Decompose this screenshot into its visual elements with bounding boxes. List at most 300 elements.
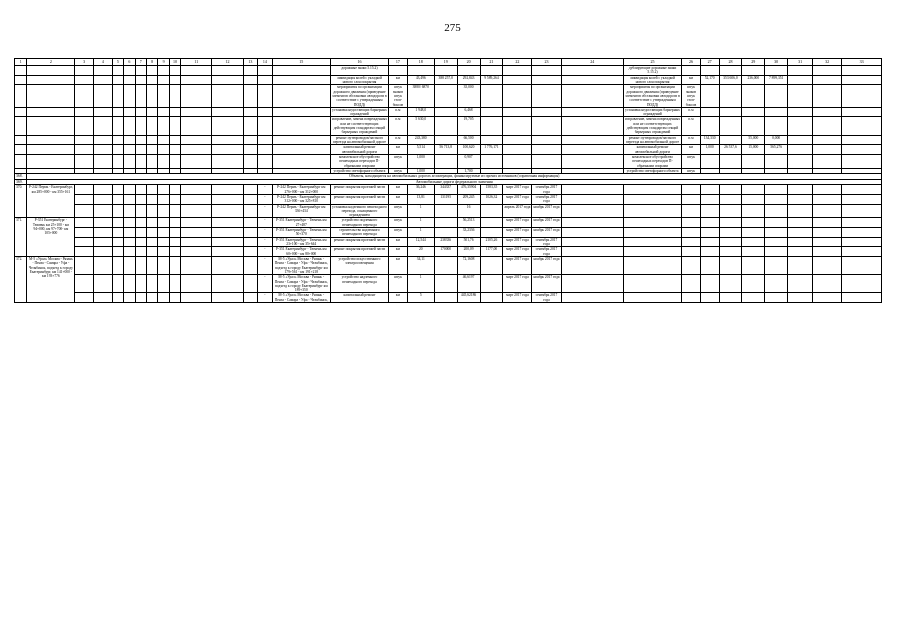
table-cell bbox=[75, 218, 94, 228]
table-cell bbox=[135, 75, 146, 85]
table-cell bbox=[742, 117, 765, 135]
table-cell: км bbox=[682, 75, 701, 85]
table-cell bbox=[682, 204, 701, 218]
table-cell bbox=[532, 135, 561, 145]
table-cell bbox=[480, 204, 503, 218]
table-cell bbox=[146, 85, 157, 108]
table-cell bbox=[158, 204, 169, 218]
table-cell bbox=[813, 218, 842, 228]
table-cell bbox=[124, 145, 135, 155]
table-cell: 1 bbox=[407, 218, 434, 228]
column-number: 17 bbox=[389, 59, 408, 66]
table-row bbox=[15, 85, 882, 108]
table-cell: март 2017 года bbox=[503, 185, 532, 195]
table-cell bbox=[75, 293, 94, 303]
table-cell bbox=[272, 135, 330, 145]
road-name: Р-351 Екатеринбург - Тюмень км 25+100 - км 94+000, км 97+700- км 105+000 bbox=[27, 218, 75, 257]
table-cell bbox=[181, 228, 212, 238]
table-cell bbox=[765, 218, 788, 228]
table-cell: апрель 2017 года bbox=[503, 204, 532, 218]
table-cell: мероприятия по организации дорожного движения (приведение элементов обстановки автодороги в соответствие с утвержденным ПОДД) bbox=[332, 85, 387, 107]
table-cell bbox=[682, 293, 701, 303]
table-cell bbox=[480, 256, 503, 274]
table-cell bbox=[124, 293, 135, 303]
table-cell bbox=[135, 204, 146, 218]
table-cell bbox=[75, 135, 94, 145]
table-cell: март 2017 года bbox=[503, 237, 532, 247]
table-cell bbox=[146, 204, 157, 218]
table-cell bbox=[788, 237, 813, 247]
table-cell bbox=[623, 237, 681, 247]
table-cell: комплексное обустройство пешеходных переходов П-образными опорами bbox=[623, 154, 681, 168]
table-cell bbox=[112, 154, 123, 168]
table-cell bbox=[27, 85, 75, 108]
table-cell bbox=[124, 256, 135, 274]
table-cell: Р-242 Пермь - Екатеринбург км 276+000 - км 312+000 bbox=[272, 185, 330, 195]
table-cell bbox=[788, 85, 813, 108]
table-cell bbox=[742, 194, 765, 204]
table-cell bbox=[813, 204, 842, 218]
table-cell bbox=[181, 85, 212, 108]
table-cell bbox=[124, 135, 135, 145]
table-cell: 238336 bbox=[434, 237, 457, 247]
table-cell: штук знаков штук стоп-боксов bbox=[682, 85, 701, 108]
column-number: 16 bbox=[330, 59, 388, 66]
table-cell: км bbox=[389, 145, 408, 155]
table-cell bbox=[146, 218, 157, 228]
table-cell bbox=[788, 256, 813, 274]
row-number: 371. bbox=[15, 218, 27, 257]
table-cell bbox=[212, 228, 243, 238]
table-cell bbox=[480, 107, 503, 117]
table-cell bbox=[842, 228, 882, 238]
table-cell bbox=[407, 66, 434, 76]
table-cell bbox=[75, 185, 94, 195]
table-cell bbox=[158, 293, 169, 303]
table-cell bbox=[243, 247, 258, 257]
table-cell bbox=[788, 185, 813, 195]
table-cell bbox=[158, 218, 169, 228]
table-cell bbox=[75, 107, 94, 117]
table-cell bbox=[135, 293, 146, 303]
table-cell bbox=[503, 75, 532, 85]
table-cell bbox=[788, 107, 813, 117]
table-cell bbox=[788, 194, 813, 204]
table-cell bbox=[146, 237, 157, 247]
table-cell bbox=[135, 145, 146, 155]
table-cell bbox=[842, 85, 882, 108]
table-cell bbox=[243, 204, 258, 218]
table-cell bbox=[243, 218, 258, 228]
table-cell bbox=[842, 194, 882, 204]
table-cell: штук bbox=[389, 168, 408, 173]
table-cell bbox=[765, 293, 788, 303]
table-cell bbox=[788, 75, 813, 85]
page-bottom-margin bbox=[0, 620, 905, 640]
table-cell bbox=[212, 293, 243, 303]
table-cell bbox=[112, 145, 123, 155]
table-cell bbox=[742, 204, 765, 218]
table-cell bbox=[842, 218, 882, 228]
table-cell bbox=[93, 293, 112, 303]
column-number: 29 bbox=[742, 59, 765, 66]
column-number: 13 bbox=[243, 59, 258, 66]
table-cell: 100,620 bbox=[457, 145, 480, 155]
table-cell: 1177,00 bbox=[480, 247, 503, 257]
table-cell: п.м bbox=[389, 107, 408, 117]
table-cell bbox=[146, 75, 157, 85]
column-number: 1 bbox=[15, 59, 27, 66]
table-cell: строительство надземного пешеходного перехода bbox=[330, 228, 388, 238]
table-cell bbox=[93, 256, 112, 274]
table-cell: км bbox=[389, 256, 408, 274]
table-row bbox=[15, 194, 882, 204]
table-cell bbox=[480, 154, 503, 168]
table-cell: М-5 «Урал» Москва - Рязань - Пенза - Самара - Уфа - Челябинск, bbox=[272, 293, 330, 303]
table-cell bbox=[146, 256, 157, 274]
table-cell bbox=[561, 275, 623, 293]
table-cell bbox=[243, 145, 258, 155]
table-cell: 1026,32 bbox=[480, 194, 503, 204]
table-cell bbox=[561, 185, 623, 195]
table-cell bbox=[181, 204, 212, 218]
table-cell bbox=[212, 247, 243, 257]
table-cell bbox=[719, 256, 742, 274]
table-cell bbox=[124, 85, 135, 108]
table-cell bbox=[15, 66, 27, 76]
table-cell bbox=[719, 247, 742, 257]
table-cell: 388 257,0 bbox=[434, 75, 457, 85]
table-cell: штук bbox=[389, 228, 408, 238]
table-cell: ремонт покрытия проезжей части bbox=[330, 237, 388, 247]
table-cell bbox=[112, 228, 123, 238]
table-cell: 33,2336 bbox=[457, 228, 480, 238]
table-cell: - bbox=[258, 228, 273, 238]
table-cell bbox=[158, 107, 169, 117]
table-cell: 501,76 bbox=[457, 237, 480, 247]
table-cell bbox=[93, 75, 112, 85]
column-number: 30 bbox=[765, 59, 788, 66]
table-cell bbox=[623, 228, 681, 238]
table-cell: установка надземного пешеходного перехода, оснащенного ограждением bbox=[332, 204, 387, 218]
column-number-row bbox=[15, 59, 882, 66]
table-cell bbox=[813, 185, 842, 195]
table-cell: устройство светофорного объекта bbox=[623, 168, 681, 173]
table-cell: - bbox=[258, 204, 273, 218]
table-cell bbox=[813, 107, 842, 117]
table-cell bbox=[389, 66, 408, 76]
table-cell bbox=[15, 154, 27, 168]
table-cell bbox=[112, 275, 123, 293]
table-cell bbox=[75, 117, 94, 135]
table-cell bbox=[169, 85, 180, 108]
table-cell bbox=[112, 107, 123, 117]
table-cell: 565,276 bbox=[765, 145, 788, 155]
table-cell bbox=[842, 247, 882, 257]
table-cell bbox=[700, 275, 719, 293]
column-number: 25 bbox=[623, 59, 681, 66]
table-cell: сентябрь 2017 года bbox=[532, 185, 561, 195]
table-cell bbox=[146, 117, 157, 135]
table-cell bbox=[742, 237, 765, 247]
table-cell bbox=[788, 66, 813, 76]
table-cell: п.м bbox=[682, 135, 701, 145]
table-cell bbox=[75, 154, 94, 168]
table-cell bbox=[561, 204, 623, 218]
table-cell bbox=[503, 117, 532, 135]
row-number: 369. bbox=[15, 179, 27, 185]
table-cell bbox=[112, 117, 123, 135]
table-cell bbox=[788, 154, 813, 168]
table-cell bbox=[434, 117, 457, 135]
table-cell bbox=[765, 247, 788, 257]
table-cell: 1,000 bbox=[700, 145, 719, 155]
table-cell bbox=[742, 185, 765, 195]
table-cell: п.м bbox=[389, 117, 408, 135]
column-number: 23 bbox=[532, 59, 561, 66]
table-cell: установка недостающих барьерных ограждений bbox=[625, 107, 680, 117]
table-cell: Р-351 Екатеринбург - Тюмень км 27+487 bbox=[272, 218, 330, 228]
table-cell bbox=[842, 256, 882, 274]
table-cell bbox=[842, 117, 882, 135]
table-cell bbox=[243, 293, 258, 303]
table-cell: март 2017 года bbox=[503, 275, 532, 293]
table-cell bbox=[503, 107, 532, 117]
table-cell bbox=[146, 66, 157, 76]
table-cell bbox=[243, 256, 258, 274]
table-cell bbox=[243, 135, 258, 145]
table-cell bbox=[842, 66, 882, 76]
table-cell bbox=[842, 204, 882, 218]
table-row bbox=[15, 218, 882, 228]
table-cell: - bbox=[258, 275, 273, 293]
table-cell: 200,09 bbox=[457, 247, 480, 257]
table-cell bbox=[169, 66, 180, 76]
table-cell: 56 713,8 bbox=[434, 145, 457, 155]
table-cell: штук знаков штук стоп-боксов bbox=[389, 85, 408, 108]
table-row bbox=[15, 228, 882, 238]
table-cell: устройство светофорного объекта bbox=[330, 168, 388, 173]
table-cell bbox=[842, 135, 882, 145]
table-cell bbox=[532, 75, 561, 85]
table-cell bbox=[258, 107, 273, 117]
table-cell bbox=[765, 204, 788, 218]
table-cell: ремонт покрытия проезжей части bbox=[330, 194, 388, 204]
table-cell: мероприятия по организации дорожного движения (приведение элементов обстановки автодороги в соответствие с утвержденным ПОДД) bbox=[625, 85, 680, 107]
table-cell bbox=[158, 275, 169, 293]
column-number: 15 bbox=[272, 59, 330, 66]
table-cell: 476,35904 bbox=[457, 185, 480, 195]
table-row bbox=[15, 75, 882, 85]
table-cell: 9 589,264 bbox=[480, 75, 503, 85]
table-cell bbox=[75, 194, 94, 204]
table-cell bbox=[135, 218, 146, 228]
table-cell: - bbox=[258, 194, 273, 204]
table-cell bbox=[158, 154, 169, 168]
table-cell bbox=[27, 145, 75, 155]
table-cell bbox=[272, 66, 330, 76]
table-cell bbox=[813, 194, 842, 204]
table-cell bbox=[181, 275, 212, 293]
table-cell bbox=[682, 275, 701, 293]
table-cell bbox=[146, 194, 157, 204]
table-cell bbox=[561, 85, 623, 108]
table-cell bbox=[842, 185, 882, 195]
table-cell bbox=[480, 135, 503, 145]
table-cell: 43,496 bbox=[407, 75, 434, 85]
table-cell bbox=[158, 85, 169, 108]
table-cell bbox=[15, 117, 27, 135]
table-cell bbox=[27, 107, 75, 117]
table-cell bbox=[719, 237, 742, 247]
table-cell bbox=[623, 204, 681, 218]
table-cell bbox=[169, 237, 180, 247]
table-cell bbox=[813, 293, 842, 303]
table-cell bbox=[719, 194, 742, 204]
column-number: 12 bbox=[212, 59, 243, 66]
table-cell bbox=[813, 256, 842, 274]
table-cell bbox=[719, 107, 742, 117]
table-cell bbox=[561, 237, 623, 247]
table-cell: ноябрь 2017 года bbox=[532, 256, 561, 274]
table-cell bbox=[135, 237, 146, 247]
table-cell bbox=[700, 154, 719, 168]
table-cell: - bbox=[258, 247, 273, 257]
table-cell bbox=[135, 185, 146, 195]
table-cell bbox=[623, 256, 681, 274]
table-cell bbox=[742, 275, 765, 293]
table-cell: исправление, замена поврежденных или не соответствующих действующим стандартам секций барьерных ограждений bbox=[624, 117, 681, 135]
table-cell bbox=[742, 293, 765, 303]
table-cell bbox=[124, 237, 135, 247]
table-cell bbox=[532, 117, 561, 135]
table-cell bbox=[272, 117, 330, 135]
table-cell bbox=[124, 204, 135, 218]
column-number: 14 bbox=[258, 59, 273, 66]
table-cell bbox=[434, 85, 457, 108]
table-cell bbox=[258, 75, 273, 85]
table-cell: 72,1608 bbox=[457, 256, 480, 274]
table-cell: 1 776,171 bbox=[480, 145, 503, 155]
table-cell: 236,000 bbox=[742, 75, 765, 85]
table-cell bbox=[561, 107, 623, 117]
table-cell bbox=[146, 185, 157, 195]
table-cell bbox=[135, 228, 146, 238]
table-cell bbox=[124, 275, 135, 293]
table-cell bbox=[813, 117, 842, 135]
column-number: 2 bbox=[27, 59, 75, 66]
table-cell bbox=[788, 247, 813, 257]
table-cell bbox=[765, 256, 788, 274]
table-row bbox=[15, 247, 882, 257]
column-number: 6 bbox=[124, 59, 135, 66]
table-cell bbox=[212, 275, 243, 293]
table-row bbox=[15, 256, 882, 274]
table-cell bbox=[243, 107, 258, 117]
table-cell: 55,000 bbox=[742, 135, 765, 145]
table-cell bbox=[75, 85, 94, 108]
table-cell bbox=[813, 75, 842, 85]
table-cell: км bbox=[389, 185, 408, 195]
table-cell bbox=[93, 228, 112, 238]
table-cell bbox=[212, 237, 243, 247]
table-cell bbox=[623, 247, 681, 257]
table-cell bbox=[124, 218, 135, 228]
table-cell bbox=[700, 117, 719, 135]
table-cell bbox=[243, 275, 258, 293]
table-cell bbox=[15, 85, 27, 108]
table-cell bbox=[813, 135, 842, 145]
table-cell bbox=[112, 135, 123, 145]
table-cell bbox=[765, 107, 788, 117]
section-title: Автомобильные дороги федерального значения bbox=[27, 179, 882, 185]
table-cell bbox=[788, 135, 813, 145]
table-cell bbox=[719, 66, 742, 76]
table-cell bbox=[765, 85, 788, 108]
table-cell: устройство надземного пешеходного перехода bbox=[330, 275, 388, 293]
table-cell bbox=[135, 256, 146, 274]
table-cell bbox=[75, 145, 94, 155]
table-cell bbox=[158, 75, 169, 85]
column-number: 32 bbox=[813, 59, 842, 66]
table-cell bbox=[742, 218, 765, 228]
table-cell bbox=[623, 275, 681, 293]
table-row bbox=[15, 237, 882, 247]
table-cell bbox=[719, 275, 742, 293]
table-cell bbox=[124, 75, 135, 85]
table-cell bbox=[532, 85, 561, 108]
table-cell bbox=[93, 145, 112, 155]
table-cell bbox=[272, 75, 330, 85]
table-cell bbox=[181, 145, 212, 155]
table-cell bbox=[93, 154, 112, 168]
table-cell: Р-351 Екатеринбург - Тюмень км 60+000 - км 80+000 bbox=[272, 247, 330, 257]
table-cell bbox=[765, 117, 788, 135]
table-cell bbox=[434, 154, 457, 168]
table-cell: Р-242 Пермь - Екатеринбург км 312+000 - км 325+810 bbox=[272, 194, 330, 204]
column-number: 8 bbox=[146, 59, 157, 66]
table-cell bbox=[135, 85, 146, 108]
table-cell bbox=[146, 135, 157, 145]
table-cell bbox=[561, 66, 623, 76]
table-cell: 1,700 bbox=[457, 168, 480, 173]
table-row bbox=[15, 204, 882, 218]
table-cell bbox=[243, 85, 258, 108]
table-cell bbox=[480, 117, 503, 135]
table-cell bbox=[434, 135, 457, 145]
table-cell bbox=[682, 237, 701, 247]
table-cell bbox=[146, 107, 157, 117]
table-cell bbox=[243, 185, 258, 195]
table-cell bbox=[480, 275, 503, 293]
row-number: 368. bbox=[15, 174, 27, 180]
table-row bbox=[15, 117, 882, 135]
table-cell bbox=[169, 218, 180, 228]
table-cell bbox=[788, 117, 813, 135]
table-cell bbox=[561, 117, 623, 135]
table-cell bbox=[700, 185, 719, 195]
table-cell bbox=[75, 256, 94, 274]
table-cell bbox=[93, 85, 112, 108]
table-cell bbox=[124, 247, 135, 257]
table-cell bbox=[169, 275, 180, 293]
table-cell bbox=[561, 154, 623, 168]
table-cell: км bbox=[389, 75, 408, 85]
table-cell bbox=[434, 275, 457, 293]
table-cell: 209,245 bbox=[457, 194, 480, 204]
column-number: 24 bbox=[561, 59, 623, 66]
table-cell bbox=[93, 66, 112, 76]
